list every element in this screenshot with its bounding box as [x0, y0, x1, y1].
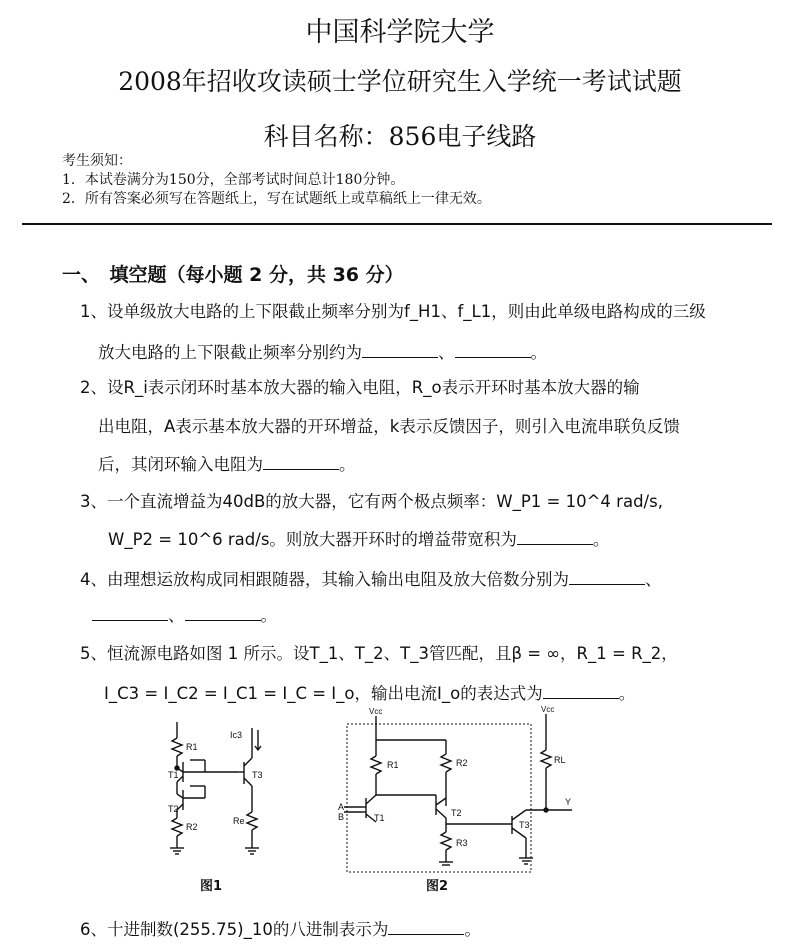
fig1-label-r2: R2: [186, 822, 198, 832]
answer-blank: [455, 343, 531, 358]
fig2-label-t1: T1: [374, 813, 385, 823]
q2-line-2: [98, 413, 680, 437]
university-title: 中国科学院大学: [305, 17, 495, 48]
fig2-label-t3: T3: [519, 820, 530, 830]
section-heading: 一、 填空题（每小题 2 分，共 36 分）: [62, 264, 404, 286]
q3-line-1: [80, 488, 663, 512]
q6-text-1: 6、十进制数(255.75)_10的八进制表示为: [80, 920, 389, 939]
q5-text-1: 5、恒流源电路如图 1 所示。设T_1、T_2、T_3管匹配，且β = ∞，R_1 = R_2，: [80, 644, 678, 663]
fig1-label-r1: R1: [186, 742, 198, 752]
q3-text-2: W_P2 = 10^6 rad/s。则放大器开环时的增益带宽积为: [108, 530, 517, 549]
q5-text-2: I_C3 = I_C2 = I_C1 = I_C = I_o，输出电流I_o的表达式为: [104, 684, 543, 703]
q5-line-1: [80, 640, 678, 664]
fig1-label-t2: T2: [168, 804, 179, 814]
fig2-label-y: Y: [565, 797, 572, 807]
q6-line-1: 6、十进制数(255.75)_10的八进制表示为 。: [80, 920, 481, 939]
fig2-label-vcc2: Vcc: [541, 705, 555, 714]
figure-1-circuit: [168, 722, 263, 894]
fig2-label-r2: R2: [456, 758, 468, 768]
fig2-label-r1: R1: [387, 760, 399, 770]
q5-line-2: I_C3 = I_C2 = I_C1 = I_C = I_o，输出电流I_o的表达式为 。: [104, 684, 636, 703]
fig2-label-r3: R3: [456, 838, 468, 848]
fig2-label-rl: RL: [554, 755, 566, 765]
q4-text-1: 4、由理想运放构成同相跟随器，其输入输出电阻及放大倍数分别为: [80, 570, 569, 589]
notes-title: 考生须知：: [62, 153, 132, 169]
fig2-label-a: A: [338, 802, 345, 812]
q2-text-2: 出电阻，A表示基本放大器的开环增益，k表示反馈因子，则引入电流串联负反馈: [98, 417, 680, 436]
q1-line-1: [80, 298, 706, 322]
q1-text-2: 放大电路的上下限截止频率分别约为: [98, 343, 362, 362]
answer-blank: [543, 684, 619, 699]
answer-blank: [92, 606, 168, 621]
subject-title: 科目名称：856电子线路: [263, 122, 537, 151]
fig2-label-b: B: [338, 812, 345, 822]
fig2-label-t2: T2: [451, 808, 462, 818]
figure-2-circuit: [338, 705, 572, 894]
q2-text-1: 2、设R_i表示闭环时基本放大器的输入电阻，R_o表示开环时基本放大器的输: [80, 378, 640, 397]
notes-item-2: 2．所有答案必须写在答题纸上，写在试题纸上或草稿纸上一律无效。: [62, 191, 491, 207]
figure-2-caption: 图2: [426, 879, 449, 894]
fig1-label-ic3: Ic3: [230, 730, 243, 740]
fig1-label-re: Re: [233, 816, 245, 826]
answer-blank: [388, 920, 464, 935]
answer-blank: [569, 570, 645, 585]
answer-blank: [263, 455, 339, 470]
fig1-label-t3: T3: [252, 770, 263, 780]
answer-blank: [362, 343, 438, 358]
header-divider: [22, 223, 772, 225]
q3-text-1: 3、一个直流增益为40dB的放大器，它有两个极点频率：W_P1 = 10^4 rad/s,: [80, 492, 663, 511]
circuit-figures: [0, 700, 800, 905]
answer-blank: [185, 606, 261, 621]
answer-blank: [517, 530, 593, 545]
exam-title: 2008年招收攻读硕士学位研究生入学统一考试试题: [118, 67, 682, 96]
q3-line-2: W_P2 = 10^6 rad/s。则放大器开环时的增益带宽积为 。: [108, 530, 610, 549]
q2-line-3: 后，其闭环输入电阻为 。: [98, 455, 356, 474]
fig1-label-t1: T1: [168, 770, 179, 780]
q4-line-1: 4、由理想运放构成同相跟随器，其输入输出电阻及放大倍数分别为 、: [80, 570, 662, 589]
q4-line-2: 、 。: [92, 602, 277, 626]
q1-line-2: 放大电路的上下限截止频率分别约为 、 。: [98, 343, 547, 362]
fig2-label-vcc1: Vcc: [369, 707, 383, 716]
q2-text-3: 后，其闭环输入电阻为: [98, 455, 263, 474]
exam-notes: [62, 152, 491, 209]
figure-1-caption: 图1: [200, 879, 223, 894]
q1-text-1: 1、设单级放大电路的上下限截止频率分别为f_H1、f_L1，则由此单级电路构成的三级: [80, 302, 706, 321]
notes-item-1: 1．本试卷满分为150分，全部考试时间总计180分钟。: [62, 172, 405, 188]
q2-line-1: [80, 374, 640, 398]
